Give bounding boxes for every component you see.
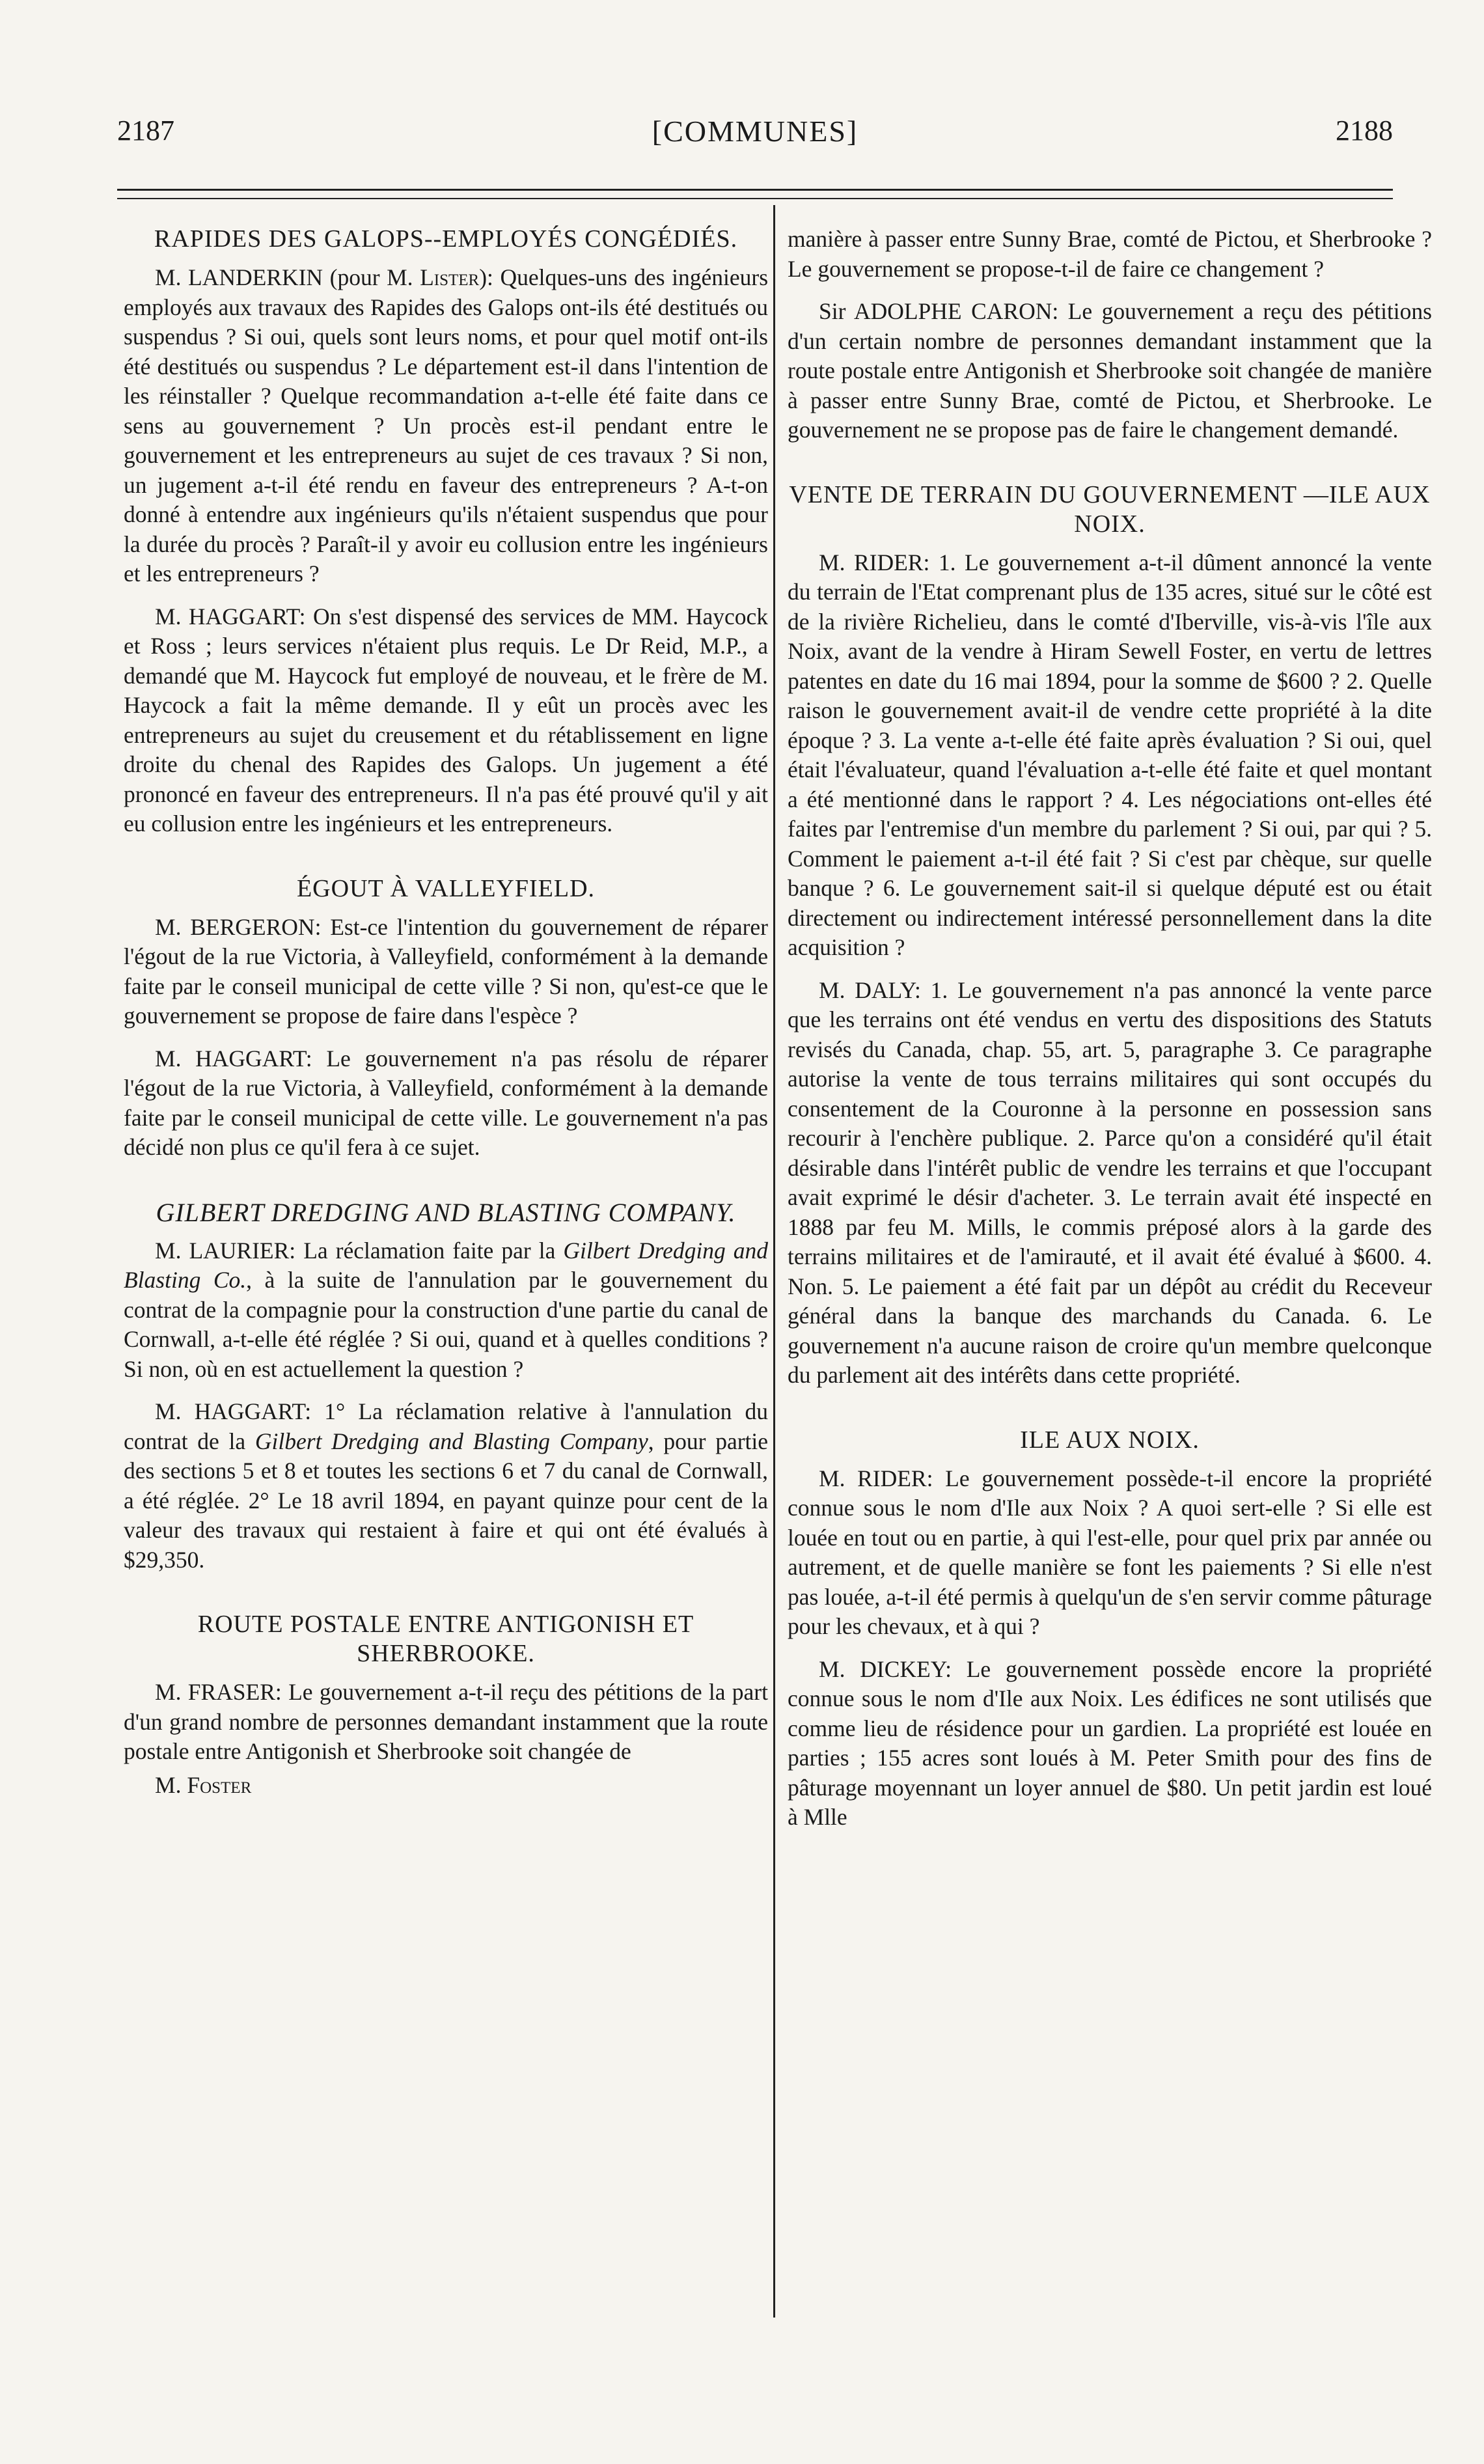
question-text: : 1. Le gouvernement a-t-il dûment annoncé la vente du terrain de l'Etat comprenant plus de 135 acres, situé sur le côté est de la rivière Richelieu, dans le comté d'Iberville, vis-à-vis l'île aux Noix, avant de la vendre à Hiram Sewell Foster, en vertu de lettres patentes en date du 16 mai 1894, pour la somme de $600 ? 2. Quelle raison le gouvernement avait-il de vendre cette propriété à la dite époque ? 3. La vente a-t-elle été faite après évaluation ? Si oui, quel était l'évaluateur, quand l'évaluation a-t-elle été faite et quel montant a été mentionné dans le rapport ? 4. Les négociations ont-elles été faites par l'entremise d'un membre du parlement ? Si oui, par qui ? 5. Comment le paiement a-t-il été fait ? Si c'est par chèque, sur quelle banque ? 6. Le gouvernement sait-il si quelque député est ou était directement ou indirectement intéressé personnellement dans la dite acquisition ?: [788, 549, 1432, 960]
section-heading-route-postale: ROUTE POSTALE ENTRE ANTIGONISH ET SHERBROOKE.: [197, 1611, 694, 1667]
answer-paragraph: [788, 1655, 1432, 1833]
section-heading-egout: ÉGOUT À VALLEYFIELD.: [296, 874, 596, 902]
answer-paragraph: [124, 602, 768, 839]
speaker-name: M. HAGGART: [155, 1398, 305, 1424]
section-heading-rapides: RAPIDES DES GALOPS--EMPLOYÉS CONGÉDIÉS.: [154, 225, 738, 253]
speaker-name: M. HAGGART: [155, 603, 299, 630]
question-text-cont: , à la suite de l'annulation par le gouvernement du contrat de la compagnie pour la construction d'une partie du canal de Cornwall, a-t-elle été réglée ? Si oui, quand et à quelles conditions ? Si non, où en est actuellement la question ?: [124, 1267, 768, 1382]
speaker-name: M. HAGGART: [155, 1045, 306, 1072]
company-name: Gilbert Dredging and Blasting Co.: [124, 1237, 768, 1293]
speaker-name: M. LAURIER: [155, 1237, 290, 1264]
header-rule-double: [117, 198, 1393, 199]
speaker-name: M. DALY: [819, 976, 915, 1003]
question-paragraph: [124, 1236, 768, 1385]
answer-text: : Le gouvernement a reçu des pétitions d'un certain nombre de personnes demandant instamment que la route postale entre Antigonish et Sherbrooke soit changée de manière à passer entre Sunny Brae, comté de Pictou, et Sherbrooke. Le gouvernement ne se propose pas de faire le changement demandé.: [788, 298, 1432, 443]
question-paragraph: [788, 548, 1432, 963]
question-signature: [124, 1771, 768, 1801]
question-text: : Est-ce l'intention du gouvernement de réparer l'égout de la rue Victoria, à Valleyfield, conformément à la demande faite par le conseil municipal de cette ville ? Si non, qu'est-ce que le gouvernement se propose de faire dans l'espèce ?: [124, 913, 768, 1029]
section-heading-vente-terrain: VENTE DE TERRAIN DU GOUVERNEMENT —ILE AUX NOIX.: [789, 480, 1431, 538]
answer-paragraph: [788, 976, 1432, 1391]
page-header: [117, 114, 1393, 166]
page-title: [COMMUNES]: [652, 115, 859, 148]
section-heading-ile-aux-noix: ILE AUX NOIX.: [1020, 1426, 1200, 1454]
answer-text-cont: , pour partie des sections 5 et 8 et toutes les sections 6 et 7 du canal de Cornwall, a été réglée. 2° Le 18 avril 1894, en payant quinze pour cent de la valeur des travaux qui restaient à faire et qui ont été évalués à $29,350.: [124, 1428, 769, 1573]
header-rule: [117, 189, 1393, 191]
answer-paragraph: [788, 297, 1432, 445]
company-name: Gilbert Dredging and Blasting Company: [254, 1428, 648, 1454]
question-paragraph: [124, 913, 768, 1031]
page-number-right: 2188: [1336, 115, 1393, 146]
left-column: [124, 225, 768, 1813]
speaker-name: M. RIDER: [819, 1465, 927, 1491]
signature-name: Foster: [187, 1771, 252, 1798]
speaker-note: (pour M.: [329, 264, 413, 290]
continued-question: manière à passer entre Sunny Brae, comté de Pictou, et Sherbrooke ? Le gouvernement se propose-t-il de faire ce changement ?: [788, 226, 1432, 282]
answer-text: : 1° La réclamation relative à l'annulation du contrat de la: [124, 1398, 768, 1454]
right-column: [788, 225, 1432, 1846]
signature-prefix: M.: [155, 1771, 182, 1798]
speaker-name: M. RIDER: [819, 549, 924, 575]
question-text: : La réclamation faite par la: [289, 1237, 556, 1264]
page-number-left: 2187: [117, 115, 174, 146]
speaker-note-name: Lister: [420, 264, 480, 290]
speaker-name: M. LANDERKIN: [155, 264, 323, 290]
column-separator: [773, 205, 775, 2318]
speaker-name: M. FRASER: [155, 1679, 275, 1705]
answer-text: : 1. Le gouvernement n'a pas annoncé la vente parce que les terrains ont été vendus en vertu des dispositions des Statuts revisés du Canada, chap. 55, art. 5, paragraphe 3. Ce paragraphe autorise la vente de tous terrains militaires qui sont occupés du consentement de la Couronne à la personne en possession sans recourir à l'enchère publique. 2. Parce qu'on a considéré qu'il était désirable dans l'intérêt public de vendre les terrains et que l'occupant avait exprimé le désir d'acheter. 3. Le terrain avait été inspecté en 1888 par feu M. Mills, le commis préposé alors à la garde des terrains militaires et de l'amirauté, et il avait été évalué à $600. 4. Non. 5. Le paiement a été fait par un dépôt au crédit du Receveur général dans la banque des marchands du Canada. 6. Le gouvernement n'a aucune raison de croire qu'un membre quelconque du parlement ait des intérêts dans cette propriété.: [788, 976, 1432, 1388]
question-text: ): Quelques-uns des ingénieurs employés aux travaux des Rapides des Galops ont-ils été destitués ou suspendus ? Si oui, quels sont leurs noms, et pour quel motif ont-ils été destitués ou suspendus ? Le département est-il dans l'intention de les réinstaller ? Quelque recommandation a-t-elle été faite dans ce sens au gouvernement ? Un procès est-il pendant entre le gouvernement et les entrepreneurs au sujet de ces travaux ? Si non, un jugement a-t-il été rendu en faveur des entrepreneurs ? A-t-on donné à entendre aux ingénieurs qu'ils n'étaient suspendus que pour la durée du procès ? Paraît-il y avoir eu collusion entre les ingénieurs et les entrepreneurs ?: [124, 264, 769, 587]
question-paragraph: [124, 263, 768, 589]
speaker-name: M. BERGERON: [155, 913, 315, 940]
question-text: : Le gouvernement a-t-il reçu des pétitions de la part d'un grand nombre de personnes demandant instamment que la route postale entre Antigonish et Sherbrooke soit changée de: [124, 1679, 768, 1764]
speaker-name: M. DICKEY: [819, 1655, 946, 1682]
section-heading-gilbert: GILBERT DREDGING AND BLASTING COMPANY.: [156, 1197, 736, 1227]
answer-paragraph: [124, 1044, 768, 1163]
answer-text: : Le gouvernement n'a pas résolu de réparer l'égout de la rue Victoria, à Valleyfield, conformément à la demande faite par le conseil municipal de cette ville. Le gouvernement n'a pas décidé non plus ce qu'il fera à ce sujet.: [124, 1045, 768, 1160]
question-paragraph: [124, 1678, 768, 1767]
question-paragraph: [788, 1464, 1432, 1642]
speaker-name: Sir ADOLPHE CARON: [819, 298, 1052, 324]
answer-text: : On s'est dispensé des services de MM. Haycock et Ross ; leurs services n'étaient plus requis. Le Dr Reid, M.P., a demandé que M. Haycock fut employé de nouveau, et le frère de M. Haycock a fait la même demande. Il y eût un procès avec les entrepreneurs au sujet du creusement et du rétablissement en ligne droite du chenal des Rapides des Galops. Un jugement a été prononcé en faveur des entrepreneurs. Il n'a pas été prouvé qu'il y ait eu collusion entre les ingénieurs et les entrepreneurs.: [124, 603, 769, 837]
answer-text: : Le gouvernement possède encore la propriété connue sous le nom d'Ile aux Noix. Les édifices ne sont utilisés que comme lieu de résidence pour un gardien. La propriété est louée en parties ; 155 acres sont loués à M. Peter Smith pour des fins de pâturage moyennant un loyer annuel de $80. Un petit jardin est loué à Mlle: [788, 1655, 1432, 1830]
answer-paragraph: [124, 1397, 768, 1575]
question-text: : Le gouvernement possède-t-il encore la propriété connue sous le nom d'Ile aux Noix ? A quoi sert-elle ? Si elle est louée en tout ou en partie, à qui l'est-elle, pour quel prix par année ou autrement, et de quelle manière se font les paiements ? Si elle n'est pas louée, a-t-il été permis à quelqu'un de s'en servir comme pâturage pour les chevaux, et à qui ?: [788, 1465, 1432, 1639]
